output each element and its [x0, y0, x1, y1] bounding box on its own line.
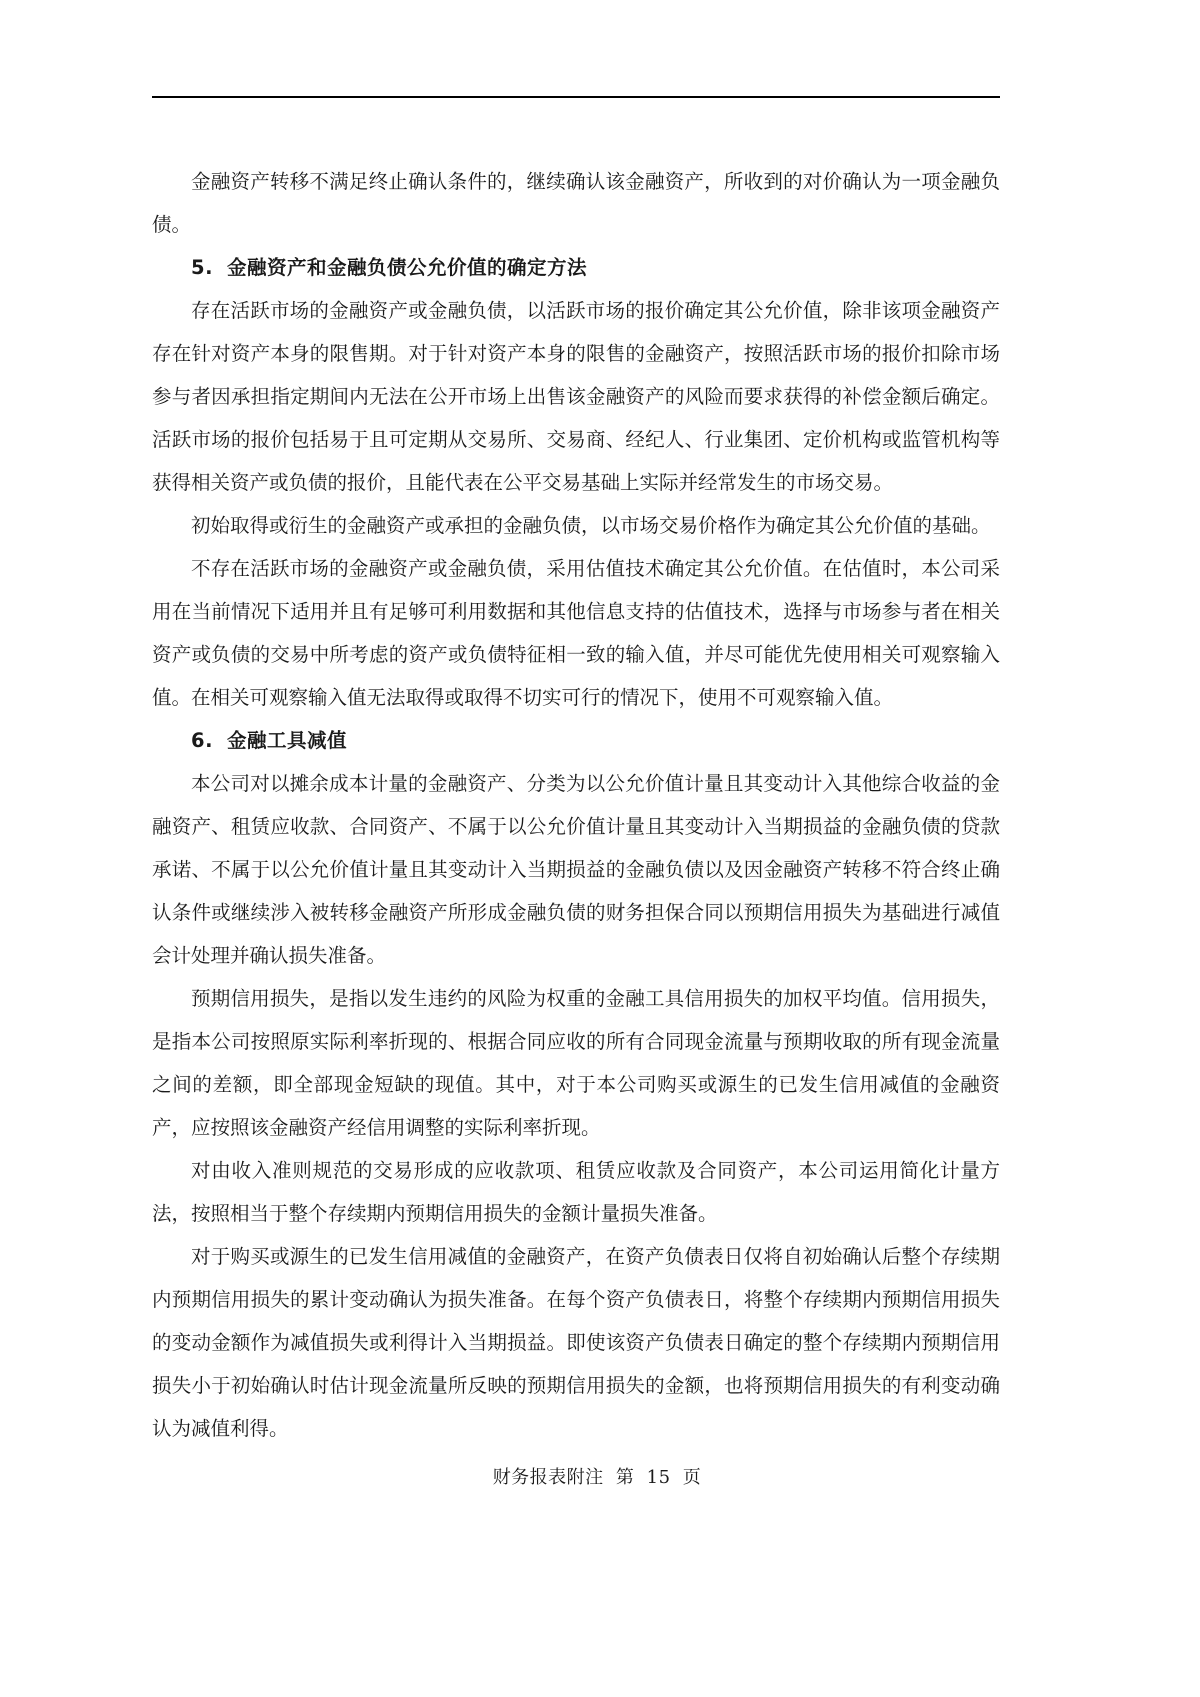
section-title: 金融工具减值 — [226, 729, 347, 752]
paragraph: 本公司对以摊余成本计量的金融资产、分类为以公允价值计量且其变动计入其他综合收益的金融资产、租赁应收款、合同资产、不属于以公允价值计量且其变动计入当期损益的金融负债的贷款承诺、不属于以公允价值计量且其变动计入当期损益的金融负债以及因金融资产转移不符合终止确认条件或继续涉入被转移金融资产所形成金融负债的财务担保合同以预期信用损失为基础进行减值会计处理并确认损失准备。 — [152, 772, 1000, 967]
paragraph: 预期信用损失，是指以发生违约的风险为权重的金融工具信用损失的加权平均值。信用损失，是指本公司按照原实际利率折现的、根据合同应收的所有合同现金流量与预期收取的所有现金流量之间的差额，即全部现金短缺的现值。其中，对于本公司购买或源生的已发生信用减值的金融资产，应按照该金融资产经信用调整的实际利率折现。 — [152, 987, 1000, 1139]
paragraph: 对于购买或源生的已发生信用减值的金融资产，在资产负债表日仅将自初始确认后整个存续期内预期信用损失的累计变动确认为损失准备。在每个资产负债表日，将整个存续期内预期信用损失的变动金额作为减值损失或利得计入当期损益。即使该资产负债表日确定的整个存续期内预期信用损失小于初始确认时估计现金流量所反映的预期信用损失的金额，也将预期信用损失的有利变动确认为减值利得。 — [152, 1245, 1000, 1440]
footer-page-number: 15 — [646, 1467, 671, 1488]
section-heading-6 — [152, 719, 1000, 762]
footer-label: 财务报表附注 — [492, 1467, 604, 1488]
page-content — [152, 96, 1000, 1450]
section-title: 金融资产和金融负债公允价值的确定方法 — [226, 256, 587, 279]
section-number: 6. — [191, 729, 213, 752]
document-body — [152, 160, 1000, 1450]
paragraph: 对由收入准则规范的交易形成的应收款项、租赁应收款及合同资产，本公司运用简化计量方法，按照相当于整个存续期内预期信用损失的金额计量损失准备。 — [152, 1159, 1000, 1225]
paragraph: 金融资产转移不满足终止确认条件的，继续确认该金融资产，所收到的对价确认为一项金融负债。 — [152, 170, 1000, 236]
page-footer — [0, 1463, 1200, 1489]
paragraph: 不存在活跃市场的金融资产或金融负债，采用估值技术确定其公允价值。在估值时，本公司采用在当前情况下适用并且有足够可利用数据和其他信息支持的估值技术，选择与市场参与者在相关资产或负债的交易中所考虑的资产或负债特征相一致的输入值，并尽可能优先使用相关可观察输入值。在相关可观察输入值无法取得或取得不切实可行的情况下，使用不可观察输入值。 — [152, 557, 1000, 709]
header-divider — [152, 96, 1000, 98]
section-heading-5 — [152, 246, 1000, 289]
footer-page-prefix: 第 — [615, 1467, 635, 1488]
paragraph: 初始取得或衍生的金融资产或承担的金融负债，以市场交易价格作为确定其公允价值的基础。 — [191, 514, 991, 537]
section-number: 5. — [191, 256, 213, 279]
paragraph: 存在活跃市场的金融资产或金融负债，以活跃市场的报价确定其公允价值，除非该项金融资产存在针对资产本身的限售期。对于针对资产本身的限售的金融资产，按照活跃市场的报价扣除市场参与者因承担指定期间内无法在公开市场上出售该金融资产的风险而要求获得的补偿金额后确定。活跃市场的报价包括易于且可定期从交易所、交易商、经纪人、行业集团、定价机构或监管机构等获得相关资产或负债的报价，且能代表在公平交易基础上实际并经常发生的市场交易。 — [152, 299, 1000, 494]
footer-page-suffix: 页 — [682, 1467, 702, 1488]
